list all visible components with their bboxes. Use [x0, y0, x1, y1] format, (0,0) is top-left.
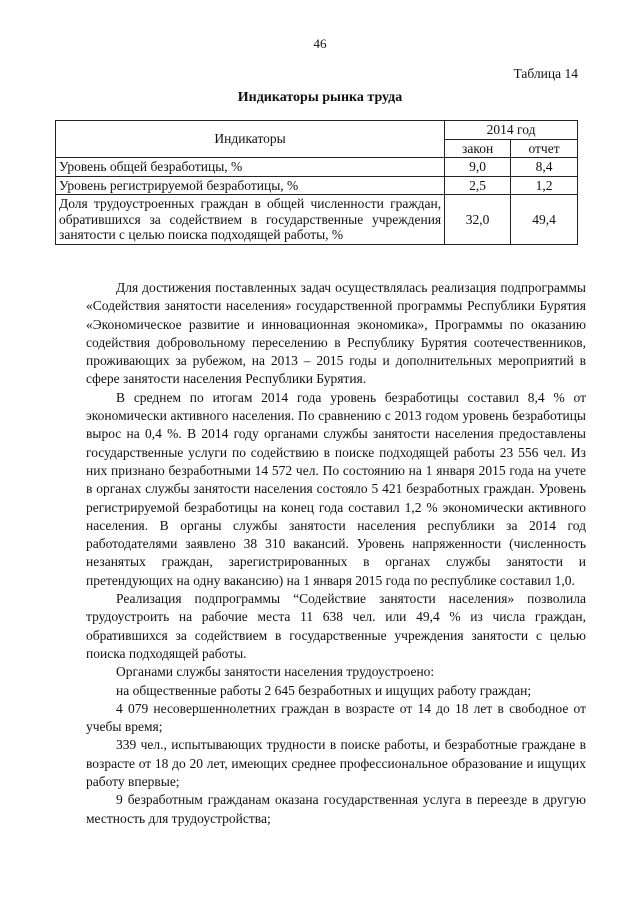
paragraph: В среднем по итогам 2014 года уровень безработицы составил 8,4 % от экономически активного населения. По сравнению с 2013 годом уровень безработицы вырос на 0,4 %. В 2014 году органами службы занятости населения предоставлены государственные услуги по содействию в поиске подходящей работы 23 556 чел. Из них признано безработными 14 572 чел. По состоянию на 1 января 2015 года на учете в органах службы занятости населения состояло 5 421 безработных граждан. Уровень регистрируемой безработицы на конец года составил 1,2 % экономически активного населения. В органы службы занятости населения республики за 2014 год работодателями заявлено 38 310 вакансий. Уровень напряженности (численность незанятых граждан, зарегистрированных в органах службы занятости и претендующих на одну вакансию) на 1 января 2015 года по республике составил 1,0. [86, 389, 586, 588]
paragraph: на общественные работы 2 645 безработных и ищущих работу граждан; [116, 682, 532, 698]
year-column-header: 2014 год [445, 121, 578, 140]
indicator-cell: Уровень общей безработицы, % [56, 158, 445, 177]
page-number: 46 [313, 36, 327, 51]
paragraph: 339 чел., испытывающих трудности в поиске работы, и безработные граждане в возрасте от 18 до 20 лет, имеющих среднее профессиональное образование и ищущих работу впервые; [86, 737, 586, 790]
table-label: Таблица 14 [513, 66, 578, 81]
indicator-cell: Доля трудоустроенных граждан в общей численности граждан, обратившихся за содействием в государственные учреждения занятости с целью поиска подходящей работы, % [56, 195, 445, 245]
law-value-cell: 2,5 [445, 176, 511, 195]
table-row [56, 158, 578, 177]
paragraph: 4 079 несовершеннолетних граждан в возрасте от 14 до 18 лет в свободное от учебы время; [86, 700, 586, 735]
indicators-column-header: Индикаторы [56, 121, 445, 158]
table-title: Индикаторы рынка труда [237, 90, 403, 105]
body-text [86, 279, 586, 828]
law-value-cell: 32,0 [445, 195, 511, 245]
indicators-table [55, 120, 578, 245]
paragraph: Реализация подпрограммы “Содействие занятости населения» позволила трудоустроить на рабочие места 11 638 чел. или 49,4 % из числа граждан, обратившихся за содействием в государственные учреждения занятости с целью поиска подходящей работы. [86, 591, 586, 661]
paragraph: Органами службы занятости населения трудоустроено: [116, 664, 435, 680]
indicator-cell: Уровень регистрируемой безработицы, % [56, 176, 445, 195]
table-header-row [56, 121, 578, 140]
table-row [56, 176, 578, 195]
paragraph: 9 безработным гражданам оказана государственная услуга в переезде в другую местность для трудоустройства; [86, 792, 586, 826]
report-value-cell: 8,4 [511, 158, 578, 177]
table-row [56, 195, 578, 245]
report-value-cell: 49,4 [511, 195, 578, 245]
paragraph: Для достижения поставленных задач осуществлялась реализация подпрограммы «Содействия занятости населения» государственной программы Республики Бурятия «Экономическое развитие и инновационная экономика», Программы по оказанию содействия добровольному переселению в Республику Бурятия соотечественников, проживающих за рубежом, на 2013 – 2015 годы и дополнительных мероприятий в сфере занятости населения Республики Бурятия. [86, 280, 586, 387]
law-value-cell: 9,0 [445, 158, 511, 177]
law-column-header: закон [445, 139, 511, 158]
report-value-cell: 1,2 [511, 176, 578, 195]
report-column-header: отчет [511, 139, 578, 158]
